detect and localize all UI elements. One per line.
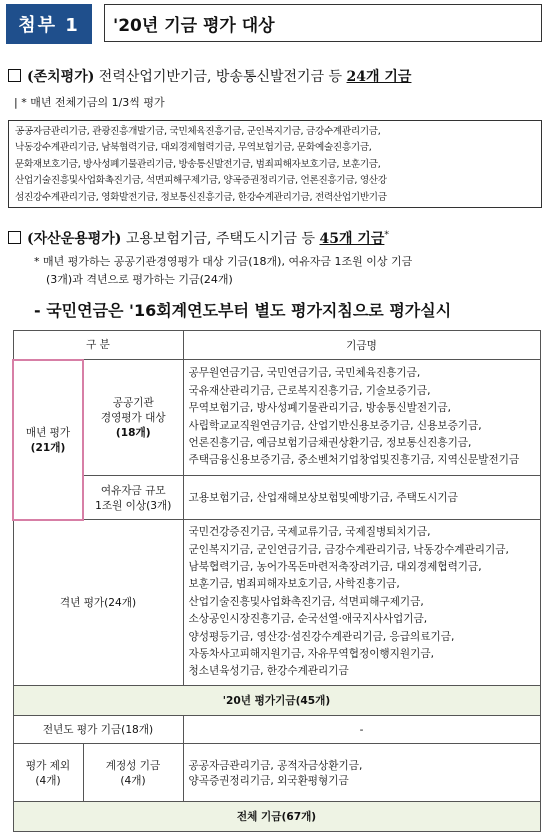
account-count: (4개) bbox=[120, 774, 146, 787]
account-label: 계정성 기금 bbox=[105, 759, 161, 772]
table-row bbox=[13, 520, 540, 686]
checkbox-square-icon bbox=[8, 231, 21, 244]
fund-list-line: 낙동강수계관리기금, 남북협력기금, 대외경제협력기금, 무역보험기금, 문화예술진흥기금, bbox=[15, 142, 372, 154]
section1-label: (존치평가) bbox=[27, 69, 95, 85]
table-header-row bbox=[13, 331, 540, 360]
public-enterprise-funds bbox=[183, 360, 540, 476]
fund-line: 양성평등기금, 영산강·섬진강수계관리기금, 응급의료기금, bbox=[188, 630, 455, 643]
col-header-category: 구 분 bbox=[13, 331, 183, 360]
checkbox-square-icon bbox=[8, 69, 21, 82]
header bbox=[6, 4, 542, 44]
annual-eval-cell bbox=[13, 360, 83, 520]
pub-label: 공공기관 bbox=[112, 397, 154, 409]
section2-note1: * 매년 평가하는 공공기관경영평가 대상 기금(18개), 여유자금 1조원 이상 기금 bbox=[34, 255, 413, 268]
table-row bbox=[13, 716, 540, 744]
section2-text: 고용보험기금, 주택도시기금 등 bbox=[121, 231, 320, 247]
table-row bbox=[13, 744, 540, 802]
fund-line: 자동차사고피해지원기금, 자유무역협정이행지원기금, bbox=[188, 648, 434, 661]
annual-count: (21개) bbox=[30, 441, 66, 454]
excluded-label: 평가 제외 bbox=[25, 759, 71, 772]
fund-eval-table bbox=[12, 330, 541, 832]
table-row bbox=[13, 802, 540, 832]
public-enterprise-cell bbox=[83, 360, 183, 476]
pub-count: (18개) bbox=[115, 427, 151, 439]
excluded-count: (4개) bbox=[35, 774, 61, 787]
fund-line: 보훈기금, 범죄피해자보호기금, 사학진흥기금, bbox=[188, 578, 400, 591]
fund-list-line: 산업기술진흥및사업화촉진기금, 석면피해구제기금, 양곡증권정리기금, 언론진흥기금, 영산강 bbox=[15, 175, 387, 187]
fund-line: 국민건강증진기금, 국제교류기금, 국제질병퇴치기금, bbox=[188, 526, 431, 539]
excluded-cell bbox=[13, 744, 83, 802]
fund-list-line: 섬진강수계관리기금, 영화발전기금, 정보통신진흥기금, 한강수계관리기금, 전력산업기반기금 bbox=[15, 191, 387, 203]
biennial-label: 격년 평가(24개) bbox=[13, 520, 183, 686]
col-header-fund-name: 기금명 bbox=[183, 331, 540, 360]
fund-line: 공무원연금기금, 국민연금기금, 국민체육진흥기금, bbox=[188, 367, 421, 380]
grand-total-row: 전체 기금(67개) bbox=[13, 802, 540, 832]
fund-line: 무역보험기금, 방사성폐기물관리기금, 방송통신발전기금, bbox=[188, 402, 451, 415]
table-row bbox=[13, 476, 540, 520]
biennial-funds bbox=[183, 520, 540, 686]
table-row bbox=[13, 360, 540, 476]
fund-line: 사립학교교직원연금기금, 산업기반신용보증기금, 신용보증기금, bbox=[188, 419, 482, 432]
existence-fund-list bbox=[8, 120, 542, 208]
section2-label: (자산운용평가) bbox=[27, 231, 122, 247]
section1-text: 전력산업기반기금, 방송통신발전기금 등 bbox=[94, 69, 347, 85]
pub-label: 경영평가 대상 bbox=[100, 412, 166, 424]
annual-label: 매년 평가 bbox=[25, 426, 71, 439]
section1-count: 24개 기금 bbox=[346, 69, 412, 85]
fund-list-line: 문화재보호기금, 방사성폐기물관리기금, 방송통신발전기금, 범죄피해자보호기금, 보훈기금, bbox=[15, 158, 381, 170]
fund-line: 공공자금관리기금, 공적자금상환기금, bbox=[188, 759, 363, 772]
surplus-cell bbox=[83, 476, 183, 520]
surplus-funds: 고용보험기금, 산업재해보상보험및예방기금, 주택도시기금 bbox=[183, 476, 540, 520]
fund-line: 청소년육성기금, 한강수계관리기금 bbox=[188, 665, 349, 678]
fund-line: 산업기술진흥및사업화촉진기금, 석면피해구제기금, bbox=[188, 595, 424, 608]
fund-line: 국유재산관리기금, 근로복지진흥기금, 기술보증기금, bbox=[188, 384, 431, 397]
fund-line: 양곡증권정리기금, 외국환평형기금 bbox=[188, 774, 349, 787]
fund-line: 주택금융신용보증기금, 중소벤처기업창업및진흥기금, 지역신문발전기금 bbox=[188, 454, 520, 467]
surplus-label: 여유자금 규모 bbox=[100, 484, 166, 497]
fund-line: 언론진흥기금, 예금보험기금채권상환기금, 정보통신진흥기금, bbox=[188, 436, 472, 449]
section2-star: * bbox=[384, 230, 389, 241]
national-pension-note: - 국민연금은 '16회계연도부터 별도 평가지침으로 평가실시 bbox=[34, 301, 452, 320]
section1-note: | * 매년 전체기금의 1/3씩 평가 bbox=[14, 96, 165, 109]
section-asset-eval bbox=[8, 228, 389, 248]
prev-year-value: - bbox=[183, 716, 540, 744]
surplus-label: 1조원 이상(3개) bbox=[95, 499, 172, 512]
table-row bbox=[13, 686, 540, 716]
document-title: '20년 기금 평가 대상 bbox=[104, 4, 542, 42]
total-2020-row: '20년 평가기금(45개) bbox=[13, 686, 540, 716]
attachment-badge: 첨부 1 bbox=[6, 4, 92, 44]
fund-list-line: 공공자금관리기금, 관광진흥개발기금, 국민체육진흥기금, 군인복지기금, 금강수계관리기금, bbox=[15, 126, 381, 137]
prev-year-label: 전년도 평가 기금(18개) bbox=[13, 716, 183, 744]
fund-line: 군인복지기금, 군인연금기금, 금강수계관리기금, 낙동강수계관리기금, bbox=[188, 543, 509, 556]
section2-count: 45개 기금 bbox=[319, 231, 385, 247]
fund-line: 남북협력기금, 농어가목돈마련저축장려기금, 대외경제협력기금, bbox=[188, 560, 482, 573]
account-fund-cell bbox=[83, 744, 183, 802]
account-funds bbox=[183, 744, 540, 802]
section-existence-eval bbox=[8, 66, 411, 86]
fund-line: 소상공인시장진흥기금, 순국선열·애국지사사업기금, bbox=[188, 613, 428, 626]
section2-note2: (3개)과 격년으로 평가하는 기금(24개) bbox=[46, 273, 233, 286]
